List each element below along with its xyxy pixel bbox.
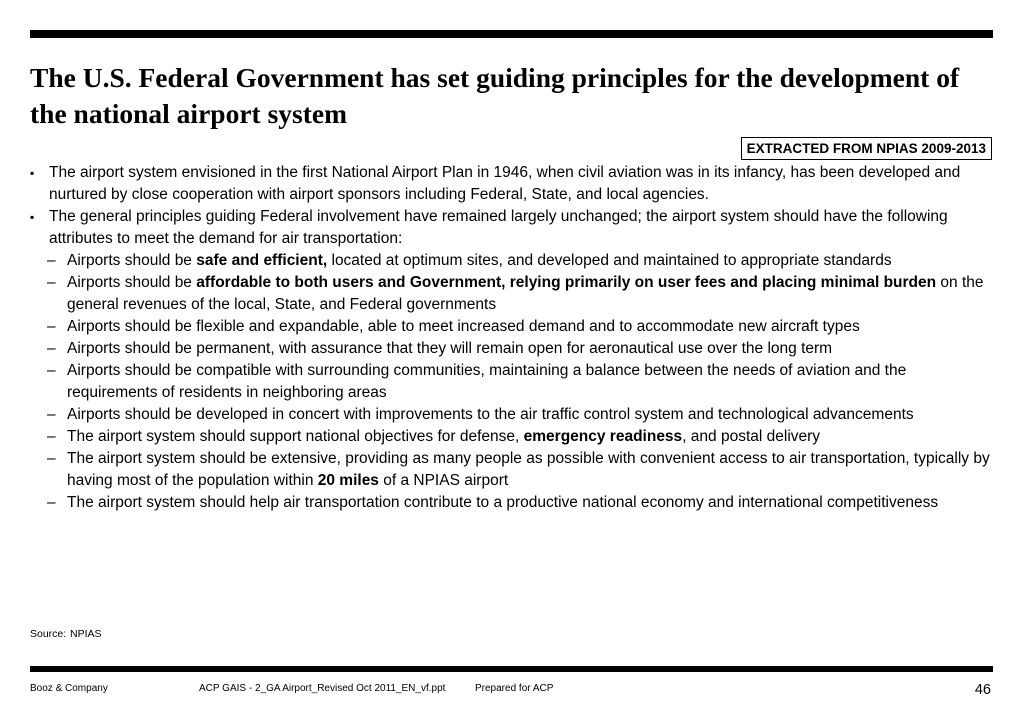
dash-bullet-icon: –	[47, 406, 56, 423]
emphasis: emergency readiness	[523, 428, 683, 445]
source-note	[30, 628, 102, 640]
sub-bullet-item: – The airport system should be extensive, providing as many people as possible with convenient access to air transportation, typically by having most of the population within 20 miles of a NPIAS airport	[47, 450, 990, 489]
sub-bullet-item: – Airports should be flexible and expandable, able to meet increased demand and to accommodate new aircraft types	[30, 316, 994, 338]
emphasis: affordable to both users and Government, relying primarily on user fees and placing minimal burden	[196, 274, 937, 291]
sub-bullet-item: – The airport system should help air transportation contribute to a productive national economy and international competitiveness	[30, 492, 994, 514]
dash-bullet-icon: –	[47, 252, 56, 269]
dash-bullet-icon: –	[47, 274, 56, 291]
sub-bullet-item: – The airport system should support national objectives for defense, emergency readiness, and postal delivery	[30, 426, 994, 448]
source-label: Source:	[30, 628, 67, 640]
source-badge: EXTRACTED FROM NPIAS 2009-2013	[741, 137, 992, 160]
footer-filename: ACP GAIS - 2_GA Airport_Revised Oct 2011_EN_vf.ppt	[199, 683, 446, 694]
sub-bullet-item: – Airports should be affordable to both users and Government, relying primarily on user fees and placing minimal burden on the general revenues of the local, State, and Federal governments	[47, 274, 984, 313]
bullet-item	[30, 162, 994, 206]
sub-bullet-item: – Airports should be safe and efficient, located at optimum sites, and developed and maintained to appropriate standards	[30, 250, 994, 272]
top-rule	[30, 30, 993, 38]
sub-bullet-item: – Airports should be developed in concert with improvements to the air traffic control system and technological advancements	[30, 404, 994, 426]
bottom-rule	[30, 666, 993, 672]
emphasis: 20 miles	[317, 472, 379, 489]
source-value: NPIAS	[70, 628, 102, 640]
bullet-content	[30, 162, 994, 514]
square-bullet-icon: ▪	[30, 166, 35, 180]
sub-bullet-item: – Airports should be permanent, with assurance that they will remain open for aeronautical use over the long term	[30, 338, 994, 360]
sub-bullet-item: – Airports should be compatible with surrounding communities, maintaining a balance between the needs of aviation and the requirements of residents in neighboring areas	[47, 362, 907, 401]
dash-bullet-icon: –	[47, 450, 56, 467]
footer-company: Booz & Company	[30, 683, 108, 694]
dash-bullet-icon: –	[47, 318, 56, 335]
dash-bullet-icon: –	[47, 340, 56, 357]
dash-bullet-icon: –	[47, 428, 56, 445]
bullet-text: The general principles guiding Federal involvement have remained largely unchanged; the airport system should have the following attributes to meet the demand for air transportation:	[49, 208, 948, 247]
dash-bullet-icon: –	[47, 494, 56, 511]
bullet-item	[30, 206, 994, 250]
dash-bullet-icon: –	[47, 362, 56, 379]
square-bullet-icon: ▪	[30, 210, 35, 224]
emphasis: safe and efficient,	[196, 252, 328, 269]
bullet-text: The airport system envisioned in the first National Airport Plan in 1946, when civil aviation was in its infancy, has been developed and nurtured by close cooperation with airport sponsors including Federal, State, and local agencies.	[49, 164, 961, 203]
page-title: The U.S. Federal Government has set guiding principles for the development of the national airport system	[30, 62, 960, 129]
footer-prepared-for: Prepared for ACP	[475, 683, 554, 694]
page-number: 46	[974, 682, 991, 698]
